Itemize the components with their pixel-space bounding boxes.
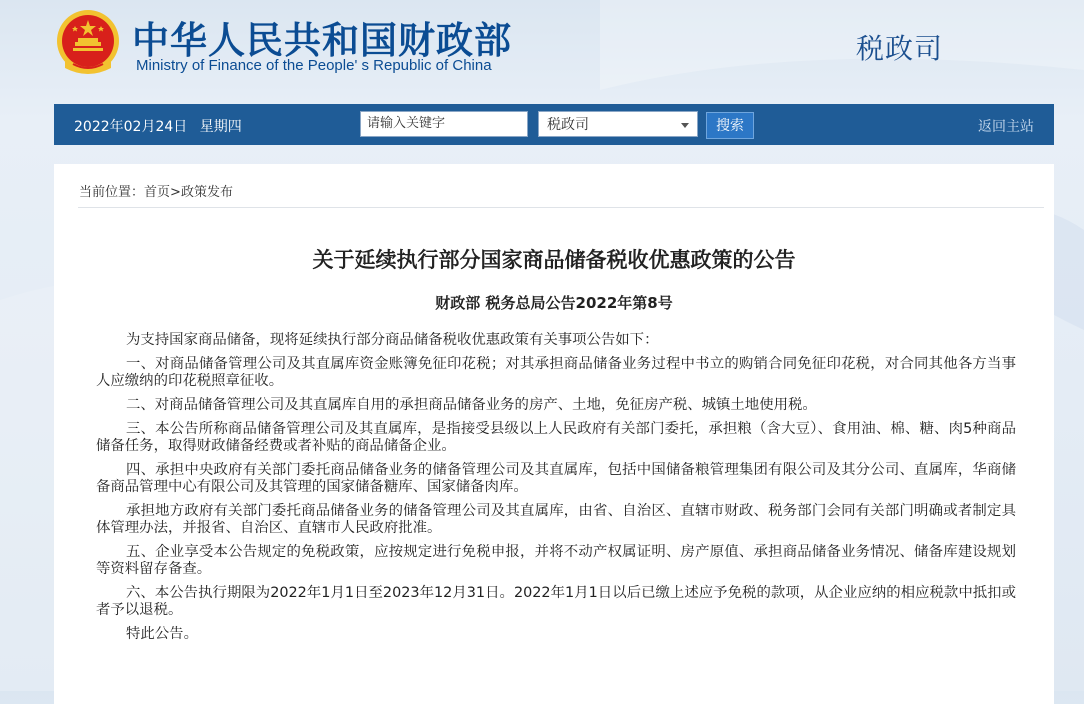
divider xyxy=(78,207,1044,208)
section-select-value: 税政司 xyxy=(547,117,589,133)
article-paragraph: 特此公告。 xyxy=(126,626,198,642)
department-name: 税政司 xyxy=(856,32,944,65)
date-text: 2022年02月24日 xyxy=(74,119,188,135)
content-panel xyxy=(54,164,1054,704)
article-paragraph: 四、承担中央政府有关部门委托商品储备业务的储备管理公司及其直属库，包括中国储备粮管理集团有限公司及其分公司、直属库，华商储备商品管理中心有限公司及其管理的国家储备糖库、国家储备肉库。 xyxy=(96,462,1016,495)
article-paragraph: 二、对商品储备管理公司及其直属库自用的承担商品储备业务的房产、土地，免征房产税、城镇土地使用税。 xyxy=(126,397,817,413)
article-paragraph: 五、企业享受本公告规定的免税政策，应按规定进行免税申报，并将不动产权属证明、房产原值、承担商品储备业务情况、储备库建设规划等资料留存备查。 xyxy=(96,544,1016,577)
weekday-text: 星期四 xyxy=(199,119,242,135)
article-paragraph: 三、本公告所称商品储备管理公司及其直属库，是指接受县级以上人民政府有关部门委托，承担粮（含大豆）、食用油、棉、糖、肉5种商品储备任务，取得财政储备经费或者补贴的商品储备企业。 xyxy=(96,421,1016,454)
breadcrumb xyxy=(79,181,233,200)
article-paragraph: 为支持国家商品储备，现将延续执行部分商品储备税收优惠政策有关事项公告如下： xyxy=(126,332,659,348)
search-input[interactable]: 请输入关键字 xyxy=(360,111,528,137)
search-button[interactable]: 搜索 xyxy=(706,112,754,139)
article-paragraph: 六、本公告执行期限为2022年1月1日至2023年12月31日。2022年1月1日以后已缴上述应予免税的款项，从企业应纳的相应税款中抵扣或者予以退税。 xyxy=(96,585,1016,618)
site-header xyxy=(0,0,1084,100)
breadcrumb-separator: > xyxy=(170,185,181,200)
site-title-cn: 中华人民共和国财政部 xyxy=(132,19,512,62)
article-paragraph: 承担地方政府有关部门委托商品储备业务的储备管理公司及其直属库，由省、自治区、直辖市财政、税务部门会同有关部门明确或者制定具体管理办法，并报省、自治区、直辖市人民政府批准。 xyxy=(96,503,1016,536)
article-subtitle: 财政部 税务总局公告2022年第8号 xyxy=(435,294,673,312)
national-emblem-icon xyxy=(55,8,121,76)
home-link[interactable]: 返回主站 xyxy=(978,119,1034,135)
site-title-en: Ministry of Finance of the People' s Republic of China xyxy=(136,57,492,74)
breadcrumb-home-link[interactable]: 首页 xyxy=(144,185,171,200)
chevron-down-icon xyxy=(681,123,689,128)
navbar xyxy=(54,104,1054,145)
article-title: 关于延续执行部分国家商品储备税收优惠政策的公告 xyxy=(312,248,796,272)
current-date xyxy=(74,116,250,136)
breadcrumb-prefix: 当前位置： xyxy=(79,185,145,200)
article-body xyxy=(96,332,1016,650)
section-select[interactable] xyxy=(538,111,698,137)
article-paragraph: 一、对商品储备管理公司及其直属库资金账簿免征印花税；对其承担商品储备业务过程中书立的购销合同免征印花税，对合同其他各方当事人应缴纳的印花税照章征收。 xyxy=(96,356,1016,389)
breadcrumb-section-link[interactable]: 政策发布 xyxy=(180,185,233,200)
